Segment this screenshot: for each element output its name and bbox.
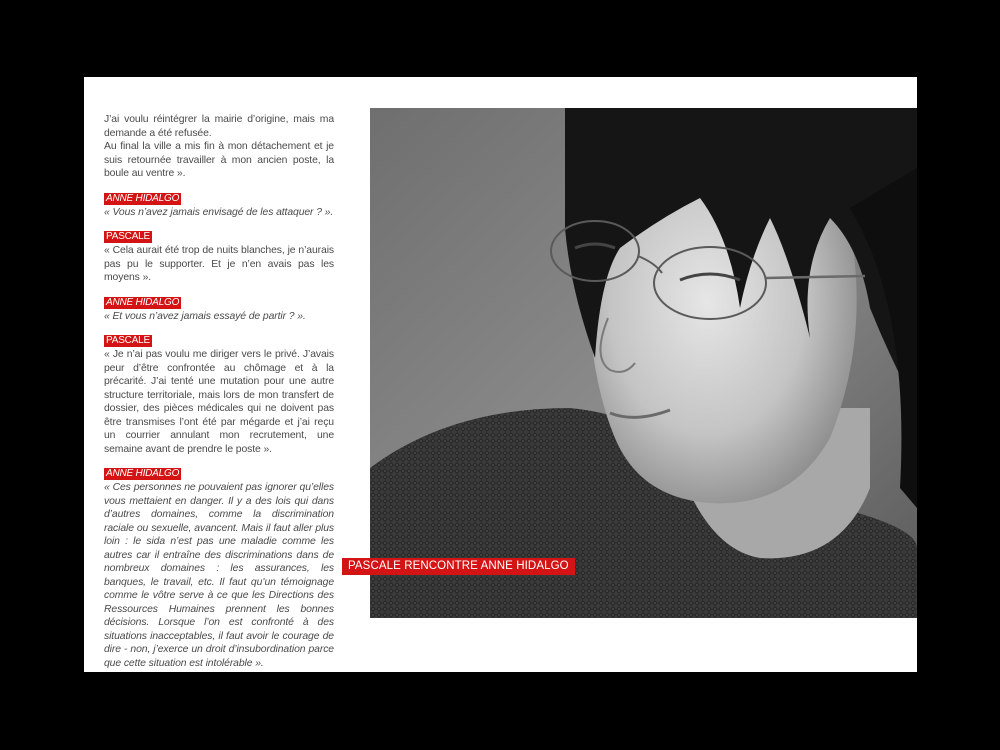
portrait-photo bbox=[370, 108, 917, 618]
speaker-label: PASCALE bbox=[106, 335, 150, 346]
speaker-label: ANNE HIDALGO bbox=[106, 296, 180, 308]
dialogue-text: « Vous n’avez jamais envisagé de les attaquer ? ». bbox=[104, 206, 334, 218]
interview-text-column bbox=[104, 113, 334, 670]
dialogue-block-3 bbox=[104, 296, 334, 324]
photo-caption: PASCALE RENCONTRE ANNE HIDALGO bbox=[342, 558, 575, 575]
intro-paragraph-1: J’ai voulu réintégrer la mairie d’origine, mais ma demande a été refusée. bbox=[104, 114, 334, 139]
dialogue-block-4 bbox=[104, 334, 334, 456]
dialogue-block-5 bbox=[104, 467, 334, 670]
dialogue-text: « Ces personnes ne pouvaient pas ignorer qu’elles vous mettaient en danger. Il y a des lois qui dans d’autres domaines, comme la discrimination raciale ou sexuelle, avancent. Mais il faut aller plus loin : le sida n’est pas une maladie comme les autres car il entraîne des discriminations dans de nombreux domaines : les assurances, les banques, le travail, etc. Il faut qu’un témoignage comme le vôtre serve à ce que les Directions des Ressources Humaines prennent les bonnes décisions. Lorsque l’on est confronté à des situations inacceptables, il faut avoir le courage de dire - non, j’exerce un droit d’insubordination parce que cette situation est intolérable ». bbox=[104, 482, 334, 669]
dialogue-text: « Cela aurait été trop de nuits blanches, je n’aurais pas pu le supporter. Et je n’en avais pas les moyens ». bbox=[104, 245, 334, 283]
intro-block bbox=[104, 113, 334, 181]
intro-paragraph-2: Au final la ville a mis fin à mon détachement et je suis retournée travailler à mon ancien poste, la boule au ventre ». bbox=[104, 141, 334, 179]
dialogue-block-2 bbox=[104, 230, 334, 285]
speaker-label: ANNE HIDALGO bbox=[106, 192, 180, 204]
dialogue-text: « Et vous n’avez jamais essayé de partir ? ». bbox=[104, 310, 306, 322]
dialogue-block-1 bbox=[104, 192, 334, 220]
portrait-illustration bbox=[370, 108, 917, 618]
speaker-label: ANNE HIDALGO bbox=[106, 468, 180, 479]
dialogue-text: « Je n’ai pas voulu me diriger vers le privé. J’avais peur d’être confrontée au chômage et à la précarité. J’ai tenté une mutation pour une autre structure territoriale, mais lors de mon transfert de dossier, des pièces médicales qui ne doivent pas être transmises l’ont été par mégarde et j’ai reçu un courrier annulant mon recrutement, une semaine avant de prendre le poste ». bbox=[104, 349, 334, 455]
speaker-label: PASCALE bbox=[106, 231, 150, 242]
document-page bbox=[84, 77, 917, 672]
